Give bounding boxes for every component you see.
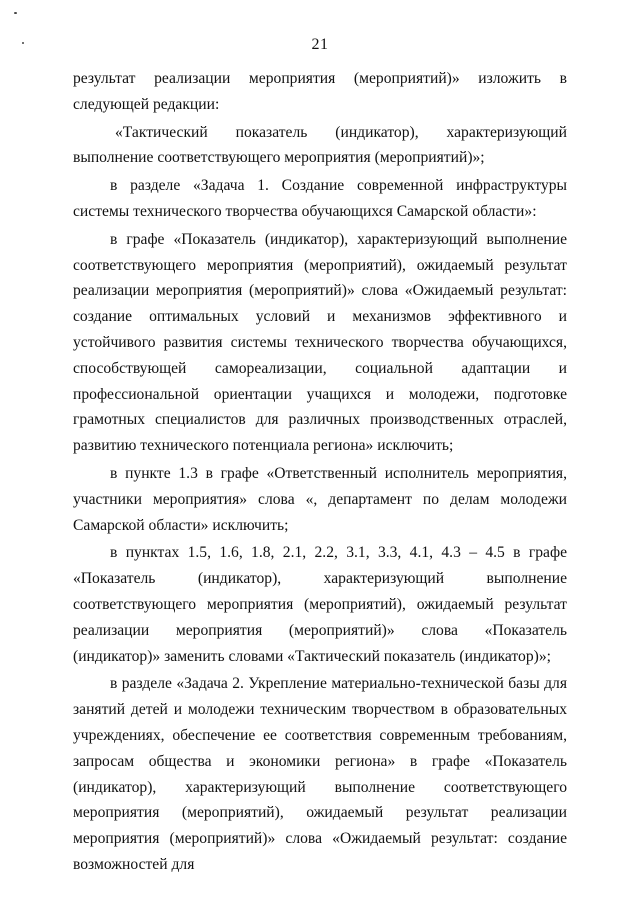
paragraph-items-list: в пунктах 1.5, 1.6, 1.8, 2.1, 2.2, 3.1, 3.3, 4.1, 4.3 – 4.5 в графе «Показатель (индикатор), характеризующий выполнение соответствующего мероприятия (мероприятий), ожидаемый результат реализации мероприятия (мероприятий)» слова «Показатель (индикатор)» заменить словами «Тактический показатель (индикатор)»; xyxy=(73,544,567,665)
document-body xyxy=(73,66,567,878)
scan-speck xyxy=(14,12,17,14)
paragraph-task-2-section: в разделе «Задача 2. Укрепление материально-технической базы для занятий детей и молодежи техническим творчеством в образовательных учреждениях, обеспечение ее соответствия современным требованиям, запросам общества и экономики региона» в графе «Показатель (индикатор), характеризующий выполнение соответствующего мероприятия (мероприятий), ожидаемый результат реализации мероприятия (мероприятий)» слова «Ожидаемый результат: создание возможностей для xyxy=(73,675,567,873)
paragraph-indicator-column: в графе «Показатель (индикатор), характеризующий выполнение соответствующего мероприятия (мероприятий), ожидаемый результат реализации мероприятия (мероприятий)» слова «Ожидаемый результат: создание оптимальных условий и механизмов эффективного и устойчивого развития системы технического творчества обучающихся, способствующей самореализации, социальной адаптации и профессиональной ориентации учащихся и молодежи, подготовке грамотных специалистов для различных производственных отраслей, развитию технического потенциала региона» исключить; xyxy=(73,230,567,455)
paragraph-continuation: результат реализации мероприятия (мероприятий)» изложить в следующей редакции: xyxy=(73,70,567,113)
paragraph-task-1-section: в разделе «Задача 1. Создание современной инфраструктуры системы технического творчества обучающихся Самарской области»: xyxy=(73,177,567,220)
paragraph-item-1-3: в пункте 1.3 в графе «Ответственный исполнитель мероприятия, участники мероприятия» слова «, департамент по делам молодежи Самарской области» исключить; xyxy=(73,464,567,534)
paragraph-tactical-indicator: «Тактический показатель (индикатор), характеризующий выполнение соответствующего мероприятия (мероприятий)»; xyxy=(73,123,567,167)
page-number: 21 xyxy=(311,36,329,53)
